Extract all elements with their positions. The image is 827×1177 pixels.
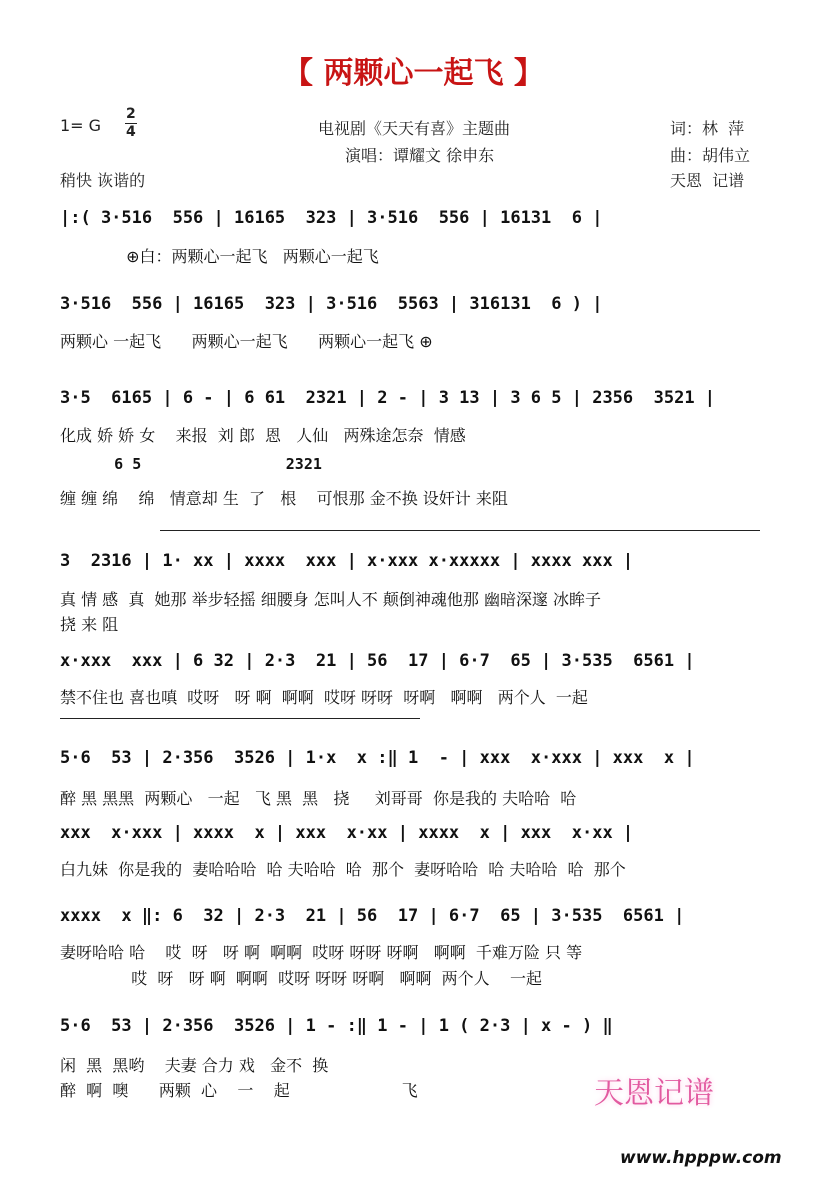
composer: 曲：胡伟立 bbox=[670, 146, 751, 165]
singers: 演唱：谭耀文 徐申东 bbox=[345, 146, 495, 165]
lyric-line-6a: 禁不住也 喜也嗔 哎呀 呀 啊 啊啊 哎呀 呀呀 呀啊 啊啊 两个人 一起 bbox=[60, 688, 588, 707]
lyric-line-5b: 挠 来 阻 bbox=[60, 615, 119, 634]
lyric-line-2a: 两颗心 一起飞 两颗心一起飞 两颗心一起飞 ⊕ bbox=[60, 332, 433, 351]
volta-bracket-1 bbox=[160, 530, 760, 531]
lyric-line-7a: 醉 黑 黑黑 两颗心 一起 飞 黑 黑 挠 刘哥哥 你是我的 夫哈哈 哈 bbox=[60, 789, 577, 808]
lyric-line-4a: 缠 缠 绵 绵 情意却 生 了 根 可恨那 金不换 设奸计 来阻 bbox=[60, 489, 508, 508]
lyric-line-5a: 真 情 感 真 她那 举步轻摇 细腰身 怎叫人不 颠倒神魂他那 幽暗深邃 冰眸子 bbox=[60, 590, 602, 609]
notation-line-3: 3·5 6165 | 6 - | 6 61 2321 | 2 - | 3 13 | 3 6 5 | 2356 3521 | bbox=[60, 388, 716, 408]
time-signature-numerator: 2 bbox=[126, 106, 136, 122]
transcriber: 天恩 记谱 bbox=[670, 171, 745, 190]
lyric-line-10b: 醉 啊 噢 两颗 心 一 起 飞 bbox=[60, 1081, 418, 1100]
lyric-line-1a: ⊕白：两颗心一起飞 两颗心一起飞 bbox=[60, 247, 379, 266]
slur-line bbox=[60, 718, 420, 719]
lyric-line-9a: 妻呀哈哈 哈 哎 呀 呀 啊 啊啊 哎呀 呀呀 呀啊 啊啊 千难万险 只 等 bbox=[60, 943, 583, 962]
tempo-marking: 稍快 诙谐的 bbox=[60, 171, 146, 190]
subtitle: 电视剧《天天有喜》主题曲 bbox=[318, 119, 511, 138]
notation-line-8: xxx x·xxx | xxxx x | xxx x·xx | xxxx x | xxx x·xx | bbox=[60, 823, 634, 843]
notation-line-10: 5·6 53 | 2·356 3526 | 1 - :‖ 1 - | 1 ( 2·3 | x - ) ‖ bbox=[60, 1016, 613, 1036]
notation-line-9: xxxx x ‖: 6 32 | 2·3 21 | 56 17 | 6·7 65 | 3·535 6561 | bbox=[60, 906, 685, 926]
site-url: www.hpppw.com bbox=[620, 1148, 782, 1168]
lyric-line-10a: 闲 黑 黑哟 夫妻 合力 戏 金不 换 bbox=[60, 1056, 329, 1075]
watermark-logo: 天恩记谱 bbox=[594, 1076, 714, 1111]
notation-line-2: 3·516 556 | 16165 323 | 3·516 5563 | 316131 6 ) | bbox=[60, 294, 603, 314]
notation-line-6: x·xxx xxx | 6 32 | 2·3 21 | 56 17 | 6·7 65 | 3·535 6561 | bbox=[60, 651, 695, 671]
notation-line-4: 6 5 2321 bbox=[60, 455, 322, 473]
lyricist: 词：林 萍 bbox=[670, 119, 745, 138]
lyric-line-3a: 化成 娇 娇 女 来报 刘 郎 恩 人仙 两殊途怎奈 情感 bbox=[60, 426, 466, 445]
lyric-line-9b: 哎 呀 呀 啊 啊啊 哎呀 呀呀 呀啊 啊啊 两个人 一起 bbox=[60, 969, 543, 988]
notation-line-7: 5·6 53 | 2·356 3526 | 1·x x :‖ 1 - | xxx x·xxx | xxx x | bbox=[60, 748, 695, 768]
key-signature: 1= G bbox=[60, 116, 102, 135]
notation-line-1: |:( 3·516 556 | 16165 323 | 3·516 556 | 16131 6 | bbox=[60, 208, 603, 228]
song-title: 【 两颗心一起飞 】 bbox=[283, 56, 544, 91]
lyric-line-8a: 白九妹 你是我的 妻哈哈哈 哈 夫哈哈 哈 那个 妻呀哈哈 哈 夫哈哈 哈 那个 bbox=[60, 860, 626, 879]
notation-line-5: 3 2316 | 1· xx | xxxx xxx | x·xxx x·xxxxx | xxxx xxx | bbox=[60, 551, 634, 571]
time-signature-denominator: 4 bbox=[126, 124, 136, 140]
